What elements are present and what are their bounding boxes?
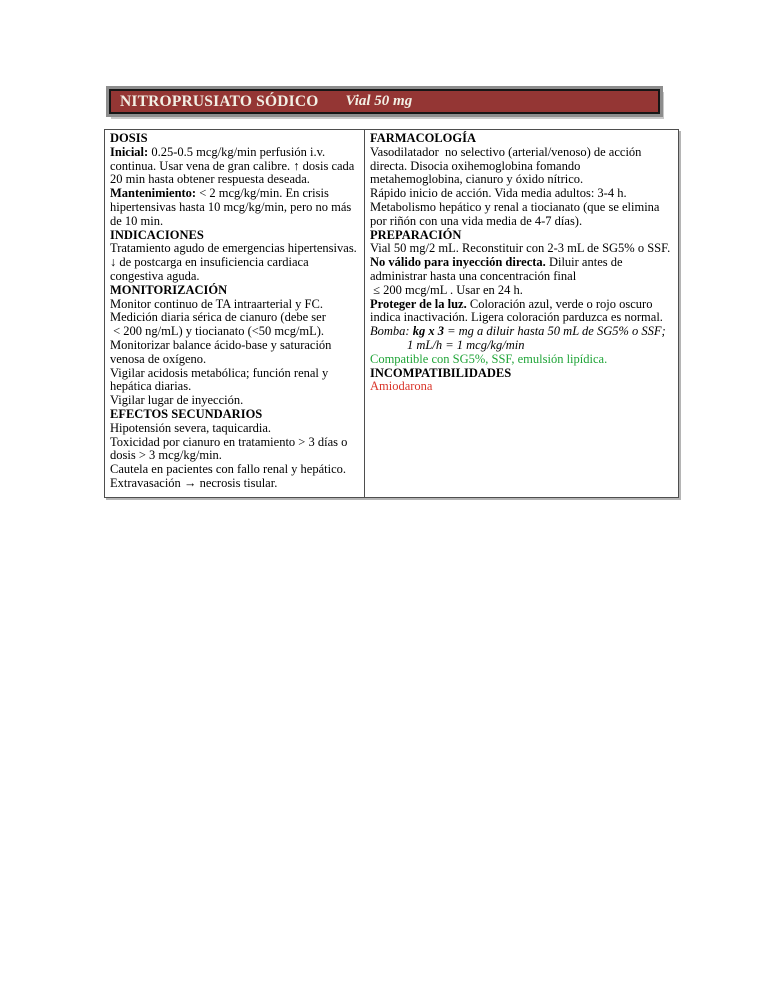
text-run: FARMACOLOGÍA	[370, 131, 477, 145]
text-run: = mg a diluir hasta 50 mL de SG5% o SSF;	[443, 324, 666, 339]
compatibilidad	[370, 353, 673, 367]
drug-title-bar	[109, 89, 660, 114]
text-run: Monitor continuo de TA intraarterial y FC.	[110, 296, 323, 311]
text-run: < 200 ng/mL) y tiocianato (<50 mcg/mL).	[110, 324, 325, 339]
text-run: PREPARACIÓN	[370, 227, 462, 242]
text-run: Vial 50 mg/2 mL. Reconstituir con 2-3 mL de SG5% o SSF.	[370, 241, 671, 256]
monitorizacion-heading	[110, 284, 359, 298]
text-run: Extravasación	[110, 475, 184, 490]
efecto-hipotension	[110, 422, 359, 436]
efecto-toxicidad	[110, 436, 359, 464]
text-run: Coloración azul, verde o rojo oscuro indica inactivación. Ligera coloración parduzca es normal.	[370, 296, 663, 325]
dosis-heading	[110, 132, 359, 146]
text-run: Monitorizar balance ácido-base y saturación venosa de oxígeno.	[110, 337, 335, 366]
indicacion-postcarga	[110, 256, 359, 284]
preparacion-heading	[370, 229, 673, 243]
vigilar-inyeccion	[110, 394, 359, 408]
text-run: Hipotensión severa, taquicardia.	[110, 420, 272, 435]
incompatibilidades-heading	[370, 367, 673, 381]
efecto-extravasacion	[110, 477, 359, 491]
text-run: No válido para inyección directa.	[370, 255, 546, 270]
text-run: Diluir antes de administrar hasta una concentración final	[370, 255, 626, 283]
text-run: Mantenimiento:	[110, 186, 197, 201]
text-run: Metabolismo hepático y renal a tiocianato (que se elimina por riñón con una vida media de 4-7 días).	[370, 199, 663, 228]
text-run: Tratamiento agudo de emergencias hipertensivas.	[110, 241, 357, 256]
farmacologia-inicio	[370, 187, 673, 201]
text-run: Proteger de la luz.	[370, 296, 467, 311]
text-run: 0.25-0.5 mcg/kg/min perfusión i.v. continua. Usar vena de gran calibre. ↑ dosis cada 20 min hasta obtener respuesta deseada.	[110, 144, 358, 187]
text-run: Vasodilatador no selectivo (arterial/venoso) de acción directa. Disocia oxihemoglobina fomando metahemoglobina, cianuro y óxido nítrico.	[370, 144, 645, 187]
text-run: Compatible con SG5%, SSF, emulsión lipídica.	[370, 351, 608, 366]
text-run: MONITORIZACIÓN	[110, 282, 228, 297]
preparacion-dilucion	[370, 256, 673, 297]
text-run: Cautela en pacientes con fallo renal y hepático.	[110, 462, 347, 477]
preparacion-bomba	[370, 325, 673, 339]
text-run: DOSIS	[110, 131, 148, 145]
text-run: Amiodarona	[370, 379, 433, 394]
balance-acido-base	[110, 339, 359, 367]
text-run: kg x 3	[412, 324, 444, 339]
preparacion-bomba-equivalencia	[370, 339, 673, 353]
text-run: ↓ de postcarga en insuficiencia cardiaca congestiva aguda.	[110, 255, 312, 283]
text-run: ≤ 200 mcg/mL . Usar en 24 h.	[370, 282, 523, 297]
medicion-cianuro	[110, 311, 359, 339]
preparacion-vial	[370, 242, 673, 256]
drug-info-table	[104, 129, 679, 498]
farmacologia-metabolismo	[370, 201, 673, 229]
indicacion-emergencias	[110, 242, 359, 256]
text-run: necrosis tisular.	[196, 475, 278, 490]
text-run: →	[183, 475, 197, 490]
efecto-cautela	[110, 463, 359, 477]
drug-name: NITROPRUSIATO SÓDICO	[120, 92, 319, 110]
incompatibilidad-amiodarona	[370, 380, 673, 394]
efectos-heading	[110, 408, 359, 422]
text-run: INDICACIONES	[110, 227, 204, 242]
farmacologia-heading	[370, 132, 673, 146]
indicaciones-heading	[110, 229, 359, 243]
text-run: INCOMPATIBILIDADES	[370, 365, 512, 380]
preparacion-luz	[370, 298, 673, 326]
drug-presentation: Vial 50 mg	[345, 93, 413, 109]
text-run: EFECTOS SECUNDARIOS	[110, 406, 263, 421]
text-run: Vigilar lugar de inyección.	[110, 393, 244, 408]
vigilar-acidosis	[110, 367, 359, 395]
text-run: Medición diaria sérica de cianuro (debe ser	[110, 310, 326, 325]
farmacologia-mecanismo	[370, 146, 673, 187]
dosis-inicial	[110, 146, 359, 187]
text-run: Rápido inicio de acción. Vida media adultos: 3-4 h.	[370, 186, 627, 201]
right-column	[364, 130, 678, 497]
text-run: Toxicidad por cianuro en tratamiento > 3 días o dosis > 3 mcg/kg/min.	[110, 434, 351, 463]
text-run: Inicial:	[110, 144, 149, 159]
text-run: < 2 mcg/kg/min. En crisis hipertensivas hasta 10 mcg/kg/min, pero no más de 10 min.	[110, 186, 355, 228]
text-run: 1 mL/h = 1 mcg/kg/min	[407, 337, 525, 352]
text-run: Vigilar acidosis metabólica; función renal y hepática diarias.	[110, 365, 332, 394]
left-column	[105, 130, 364, 497]
dosis-mantenimiento	[110, 187, 359, 228]
text-run: Bomba:	[370, 324, 413, 339]
monitor-ta-fc	[110, 298, 359, 312]
